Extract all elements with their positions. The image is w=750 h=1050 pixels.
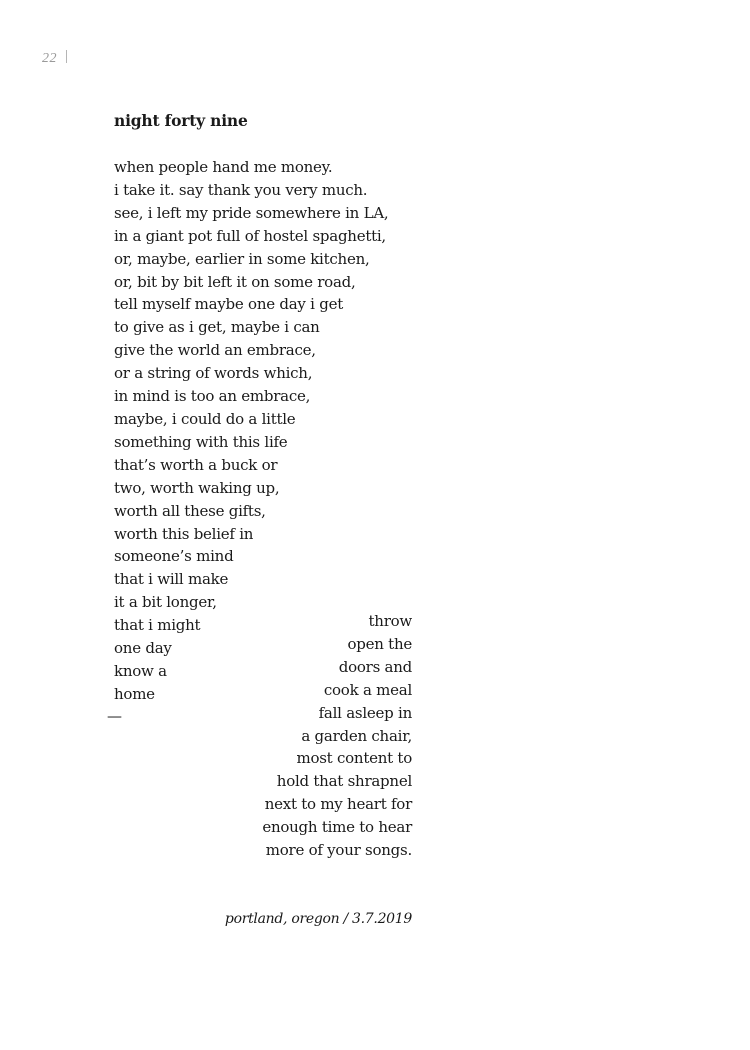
poem-line: see, i left my pride somewhere in LA, [114,203,389,222]
poem-line: to give as i get, maybe i can [114,318,320,337]
poem-line: know a [114,661,167,680]
poem-line: i take it. say thank you very much. [114,180,368,199]
poem-line: cook a meal [323,680,412,699]
poem-line: maybe, i could do a little [114,409,296,428]
poem-line: or, bit by bit left it on some road, [114,272,356,291]
poem-line: something with this life [114,432,288,451]
poem-line: in mind is too an embrace, [114,387,311,406]
poem-line: or, maybe, earlier in some kitchen, [114,249,370,268]
page-number [42,50,67,67]
poem-title: night forty nine [114,111,248,130]
poem-line: fall asleep in [318,703,412,722]
poem-line: that i might [114,616,201,635]
poem-line: more of your songs. [265,841,412,860]
page-number-separator [66,50,67,63]
poem-line: a garden chair, [301,726,412,745]
poem-line: throw [368,612,412,630]
poem-line: open the [347,634,412,653]
poem-right-column [162,610,412,862]
poem-line: worth all these gifts, [114,501,266,520]
poem-line: hold that shrapnel [276,772,412,791]
poem-line: that’s worth a buck or [114,455,278,474]
poem-line: when people hand me money. [114,158,333,176]
place-date: portland, oregon / 3.7.2019 [224,911,412,927]
poem-line: next to my heart for [264,795,412,814]
poem-line: doors and [338,657,412,676]
poem-line: tell myself maybe one day i get [114,295,343,314]
poem-dash: — [107,707,122,725]
poem-line: that i will make [114,570,229,589]
poem-line: one day [114,639,172,658]
poem-line: someone’s mind [114,547,234,566]
poem-line: worth this belief in [114,524,254,543]
poem-line: most content to [296,749,412,768]
poem-line: give the world an embrace, [114,341,316,360]
poem-line: two, worth waking up, [114,478,280,497]
poem-line: in a giant pot full of hostel spaghetti, [114,226,386,245]
page-number-text: 22 [42,51,57,66]
poem-line: or a string of words which, [114,364,313,383]
poem-line: it a bit longer, [114,593,217,612]
poem-line: home [114,684,155,703]
poem-line: enough time to hear [262,818,412,837]
